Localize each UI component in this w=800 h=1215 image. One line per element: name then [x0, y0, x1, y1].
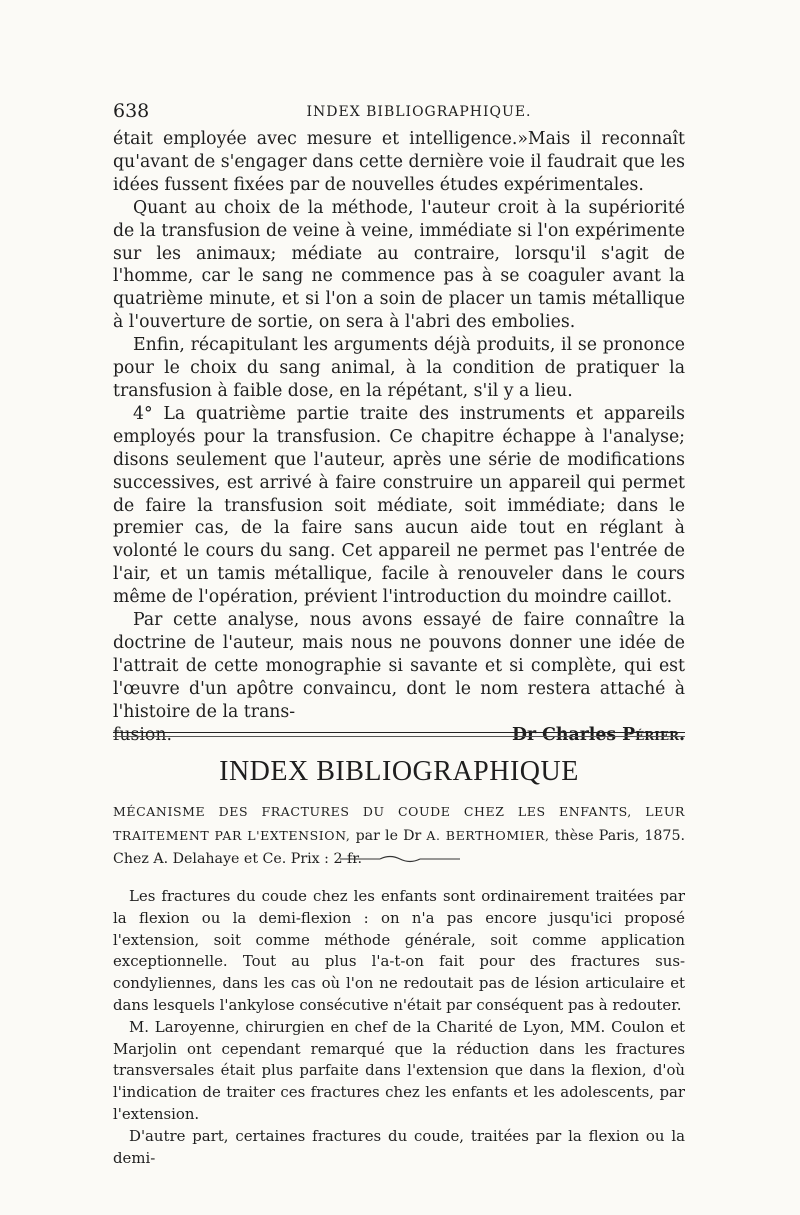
running-head	[113, 100, 685, 124]
entry-review	[113, 886, 685, 1169]
running-title: INDEX BIBLIOGRAPHIQUE.	[306, 104, 532, 120]
paragraph: Quant au choix de la méthode, l'auteur croit à la supériorité de la transfusion de veine à veine, immédiate si l'on expérimente sur les animaux; médiate au contraire, lorsqu'il s'agit de l'homme, car le sang ne commence pas à se coaguler avant la quatrième minute, et si l'on a soin de placer un tamis métallique à l'ouverture de sortie, on sera à l'abri des embolies.	[113, 197, 685, 333]
signature-last-name: Périer.	[622, 724, 685, 745]
signature-title: Dr	[512, 724, 537, 745]
entry-details: thèse Paris, 1875. Chez A. Delahaye et Ce. Prix : 2 fr.	[113, 828, 685, 867]
divider-rule	[113, 732, 685, 733]
entry-author: A. BERTHOMIER,	[426, 828, 550, 843]
paragraph: M. Laroyenne, chirurgien en chef de la Charité de Lyon, MM. Coulon et Marjolin ont cependant remarqué que la réduction dans les fractures transversales était plus parfaite dans l'extension que dans la flexion, d'où l'indication de traiter ces fractures chez les enfants et les adolescents, par l'extension.	[113, 1017, 685, 1123]
page-number: 638	[113, 100, 150, 122]
paragraph: 4° La quatrième partie traite des instruments et appareils employés pour la transfusion. Ce chapitre échappe à l'analyse; disons seulement que l'auteur, après une série de modifications successives, est arrivé à faire construire un appareil qui permet de faire la transfusion soit médiate, soit immédiate; dans le premier cas, de la faire sans aucun aide tout en réglant à volonté le cours du sang. Cet appareil ne permet pas l'entrée de l'air, et un tamis métallique, facile à renouveler dans le cours même de l'opération, prévient l'introduction du moindre caillot.	[113, 403, 685, 608]
paragraph: Par cette analyse, nous avons essayé de faire connaître la doctrine de l'auteur, mais nous ne pouvons donner une idée de l'attrait de cette monographie si savante et si complète, qui est l'œuvre d'un apôtre convaincu, dont le nom restera attaché à l'histoire de la trans-	[113, 610, 685, 722]
divider-rule	[113, 736, 685, 737]
ornament-flourish	[340, 854, 460, 864]
paragraph: Enfin, récapitulant les arguments déjà produits, il se prononce pour le choix du sang animal, à la condition de pratiquer la transfusion à faible dose, en la répétant, s'il y a lieu.	[113, 335, 685, 401]
section-title: INDEX BIBLIOGRAPHIQUE	[219, 756, 579, 787]
review-continuation	[113, 128, 685, 747]
signature-first-name: Charles	[542, 724, 617, 745]
paragraph: D'autre part, certaines fractures du coude, traitées par la flexion ou la demi-	[113, 1126, 685, 1167]
paragraph: était employée avec mesure et intelligence.»Mais il reconnaît qu'avant de s'engager dans cette dernière voie il faudrait que les idées fussent fixées par de nouvelles études expérimentales.	[113, 129, 685, 195]
section-divider	[113, 732, 685, 740]
entry-author-prefix: par le Dr	[355, 828, 422, 844]
closing-word: fusion.	[113, 724, 172, 745]
paragraph: Les fractures du coude chez les enfants sont ordinairement traitées par la flexion ou la demi-flexion : on n'a pas encore jusqu'ici proposé l'extension, soit comme méthode générale, soit comme application exceptionnelle. Tout au plus l'a-t-on fait pour des fractures sus-condyliennes, dans les cas où l'on ne redoutait pas de lésion articulaire et dans lesquels l'ankylose consécutive n'était par conséquent pas à redouter.	[113, 887, 685, 1014]
entry-title: MÉCANISME DES FRACTURES DU COUDE CHEZ LES ENFANTS, LEUR TRAITEMENT PAR L'EXTENSION,	[113, 804, 685, 843]
